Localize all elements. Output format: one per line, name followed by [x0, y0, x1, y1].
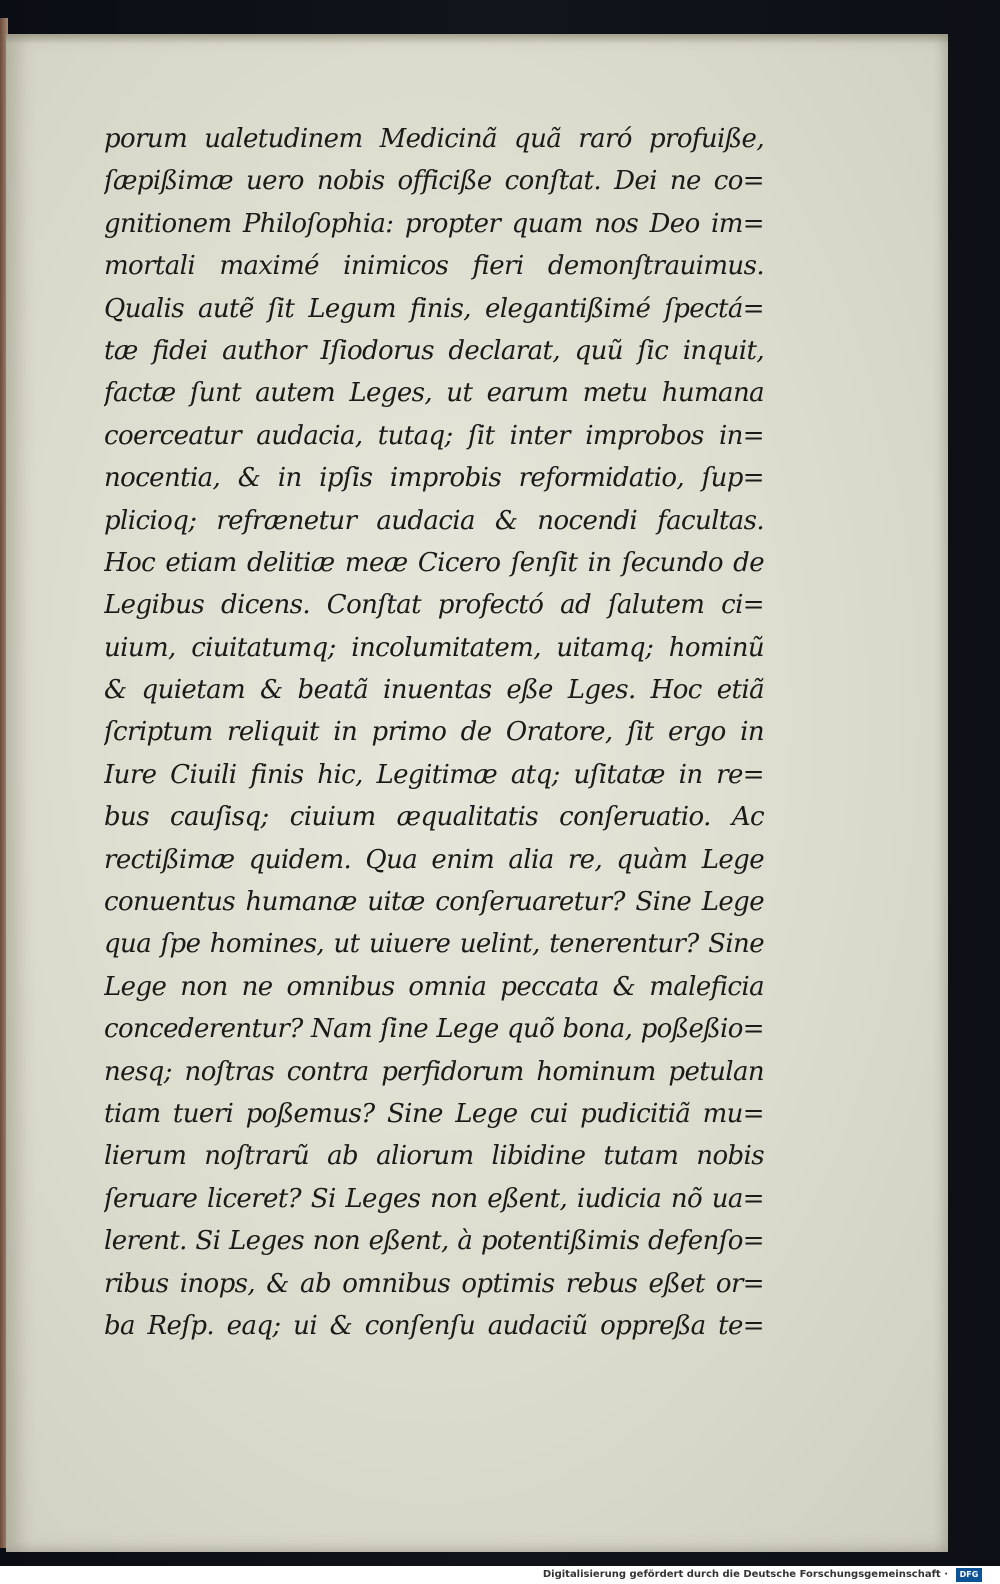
text-line: Iure Ciuili finis hic, Legitimæ atq; uſitatæ in re=: [104, 759, 764, 790]
text-line: ribus inops, & ab omnibus optimis rebus eßet or=: [104, 1268, 764, 1299]
page-top-edge: [6, 34, 948, 44]
text-line: qua ſpe homines, ut uiuere uelint, tenerentur? Sine: [104, 929, 764, 960]
text-line: gnitionem Philoſophia: propter quam nos Deo im=: [104, 208, 764, 239]
text-line: ſeruare liceret? Si Leges non eßent, iudicia nõ ua=: [104, 1183, 764, 1214]
text-line: nocentia, & in ipſis improbis reformidatio, ſup=: [104, 463, 764, 494]
text-line: conuentus humanæ uitæ conſeruaretur? Sine Lege: [104, 887, 764, 918]
text-line: concederentur? Nam ſine Lege quõ bona, poßeßio=: [104, 1014, 764, 1045]
text-line: factæ ſunt autem Leges, ut earum metu humana: [104, 378, 764, 409]
dfg-logo: DFG: [956, 1568, 982, 1582]
text-line: mortali maximé inimicos fieri demonſtrauimus.: [104, 251, 764, 282]
text-line: uium, ciuitatumq; incolumitatem, uitamq; hominũ: [104, 632, 764, 663]
text-line: Qualis autẽ ſit Legum finis, elegantißimé ſpectá=: [104, 293, 764, 324]
text-line: lierum noſtrarũ ab aliorum libidine tutam nobis: [104, 1141, 764, 1172]
text-line: bus cauſisq; ciuium æqualitatis conſeruatio. Ac: [104, 802, 764, 833]
text-line: & quietam & beatã inuentas eße Lges. Hoc etiã: [104, 675, 764, 706]
text-line: tiam tueri poßemus? Sine Lege cui pudicitiã mu=: [104, 1098, 764, 1129]
text-line: porum ualetudinem Medicinã quã raró profuiße,: [104, 124, 764, 154]
text-line: Legibus dicens. Conſtat profectó ad ſalutem ci=: [104, 590, 764, 621]
text-line: ba Reſp. eaq; ui & conſenſu audaciũ oppreßa te=: [104, 1310, 764, 1341]
text-line: rectißimæ quidem. Qua enim alia re, quàm Lege: [104, 844, 764, 875]
text-line: nesq; noſtras contra perfidorum hominum petulan: [104, 1056, 764, 1087]
text-line: ſæpißimæ uero nobis officiße conſtat. Dei ne co=: [104, 166, 764, 197]
funding-credit: Digitalisierung gefördert durch die Deutsche Forschungsgemeinschaft ·: [542, 1569, 948, 1580]
text-line: plicioq; refrænetur audacia & nocendi facultas.: [104, 505, 764, 536]
text-line: ſcriptum reliquit in primo de Oratore, ſit ergo in: [104, 717, 764, 748]
text-line: tæ fidei author Iſiodorus declarat, quũ ſic inquit,: [104, 335, 764, 366]
text-line: Lege non ne omnibus omnia peccata & maleficia: [104, 971, 764, 1002]
text-line: coerceatur audacia, tutaq; ſit inter improbos in=: [104, 420, 764, 451]
text-line: lerent. Si Leges non eßent, à potentißimis defenſo=: [104, 1226, 764, 1257]
text-block: [104, 118, 764, 1347]
text-line: Hoc etiam delitiæ meæ Cicero ſenſit in ſecundo de: [104, 547, 764, 578]
